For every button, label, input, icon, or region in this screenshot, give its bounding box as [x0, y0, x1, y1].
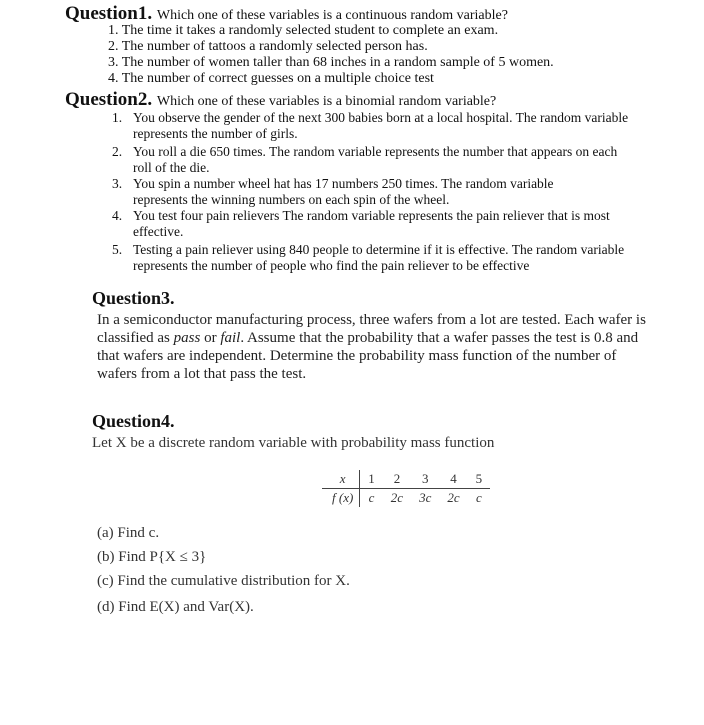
option-text: You spin a number wheel hat has 17 numbers 250 times. The random variable represents the winning numbers on each spin of the wheel. — [133, 176, 554, 207]
q3-text: or — [200, 330, 221, 346]
x-value: 1 — [368, 471, 375, 486]
option-number: 1. — [112, 110, 123, 125]
f-row — [322, 489, 490, 508]
x-value: 5 — [475, 471, 483, 486]
f-value: 2c — [390, 490, 404, 505]
option-text: You roll a die 650 times. The random variable represents the number that appears on each roll of the die. — [133, 144, 618, 175]
q1-option: 4. The number of correct guesses on a multiple choice test — [108, 71, 434, 86]
x-value: 2 — [393, 471, 401, 486]
q1-question: Which one of these variables is a continuous random variable? — [156, 8, 508, 23]
q3-text: . Assume that the probability that a wafer passes the test is 0.8 and that wafers are independent. Determine the probability mass function of the number of wafers from a lot that pass the test. — [97, 330, 639, 382]
q4-part-d: (d) Find E(X) and Var(X). — [97, 599, 254, 615]
q3-text: In a semiconductor manufacturing process, three wafers from a lot are tested. Each wafer is classified as — [97, 312, 646, 346]
f-value: c — [476, 490, 482, 505]
question1-heading — [65, 3, 508, 25]
question4-heading: Question4. — [92, 411, 175, 431]
x-value: 4 — [450, 471, 457, 486]
x-row — [322, 470, 490, 489]
q1-option: 2. The number of tattoos a randomly selected person has. — [108, 39, 428, 54]
f-header: f (x) — [322, 489, 360, 508]
option-text: You observe the gender of the next 300 babies born at a local hospital. The random variable represents the number of girls. — [133, 110, 629, 141]
q4-part-a: (a) Find c. — [97, 525, 160, 541]
f-value: 2c — [447, 490, 460, 505]
f-value: 3c — [419, 490, 432, 505]
q3-fail: fail — [220, 330, 241, 346]
option-text: You test four pain relievers The random variable represents the pain reliever that is most effective. — [133, 208, 610, 239]
q3-pass: pass — [173, 330, 201, 346]
q4-part-c: (c) Find the cumulative distribution for X. — [97, 573, 350, 589]
pmf-table — [322, 470, 490, 507]
option-number: 5. — [112, 242, 123, 257]
q2-question: Which one of these variables is a binomial random variable? — [156, 94, 497, 109]
option-text: Testing a pain reliever using 840 people to determine if it is effective. The random variable represents the number of people who find the pain reliever to be effective — [133, 242, 625, 273]
q4-intro: Let X be a discrete random variable with probability mass function — [92, 435, 495, 451]
q1-label: Question1. — [65, 3, 153, 24]
option-number: 2. — [112, 144, 123, 159]
question2-heading — [65, 89, 496, 111]
q1-option: 3. The number of women taller than 68 inches in a random sample of 5 women. — [108, 55, 554, 70]
q4-part-b: (b) Find P{X ≤ 3} — [97, 549, 207, 565]
q2-label: Question2. — [65, 89, 153, 110]
option-number: 3. — [112, 176, 123, 191]
q1-option: 1. The time it takes a randomly selected student to complete an exam. — [108, 23, 499, 38]
x-header: x — [322, 470, 360, 489]
option-number: 4. — [112, 208, 123, 223]
x-value: 3 — [421, 471, 429, 486]
question3-heading: Question3. — [92, 288, 175, 308]
q3-paragraph — [97, 311, 647, 383]
f-value: c — [368, 490, 375, 505]
